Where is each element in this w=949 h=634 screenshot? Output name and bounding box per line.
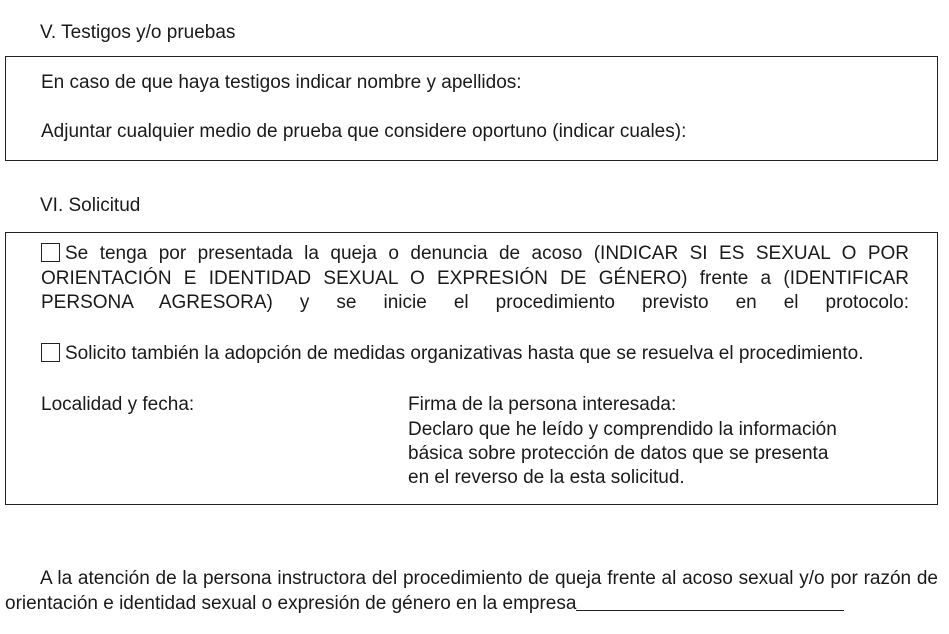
request-box: [5, 232, 938, 505]
request-option-measures: [41, 343, 863, 365]
addressee-text: A la atención de la persona instructora del procedimiento de queja frente al acoso sexual y/o por razón de orientación e identidad sexual o expresión de género en la empresa: [5, 568, 938, 614]
request-measures-text: Solicito también la adopción de medidas organizativas hasta que se resuelva el procedimiento.: [65, 343, 864, 364]
evidence-label: Adjuntar cualquier medio de prueba que considere oportuno (indicar cuales):: [41, 121, 687, 142]
request-option-presented: [41, 242, 909, 340]
signature-label: Firma de la persona interesada:: [408, 394, 677, 415]
declaration-line-3: en el reverso de la esta solicitud.: [408, 467, 685, 488]
request-presented-text: Se tenga por presentada la queja o denuncia de acoso (INDICAR SI ES SEXUAL O POR ORIENTACIÓN E IDENTIDAD SEXUAL O EXPRESIÓN DE GÉNERO) frente a (IDENTIFICAR PERSONA AGRESORA) y se inicie el procedimiento previsto en el protocolo:: [41, 243, 909, 313]
company-name-blank[interactable]: [576, 592, 844, 611]
declaration-line-1: Declaro que he leído y comprendido la información: [408, 419, 837, 440]
request-presented-checkbox[interactable]: [41, 243, 60, 262]
section-v-heading: V. Testigos y/o pruebas: [40, 22, 236, 43]
place-date-label: Localidad y fecha:: [41, 394, 195, 415]
addressee-paragraph: [5, 566, 938, 616]
witnesses-label: En caso de que haya testigos indicar nombre y apellidos:: [41, 72, 522, 93]
section-vi-heading: VI. Solicitud: [40, 195, 141, 216]
witnesses-evidence-box: [5, 56, 938, 161]
declaration-line-2: básica sobre protección de datos que se presenta: [408, 443, 829, 464]
request-measures-checkbox[interactable]: [41, 343, 60, 362]
